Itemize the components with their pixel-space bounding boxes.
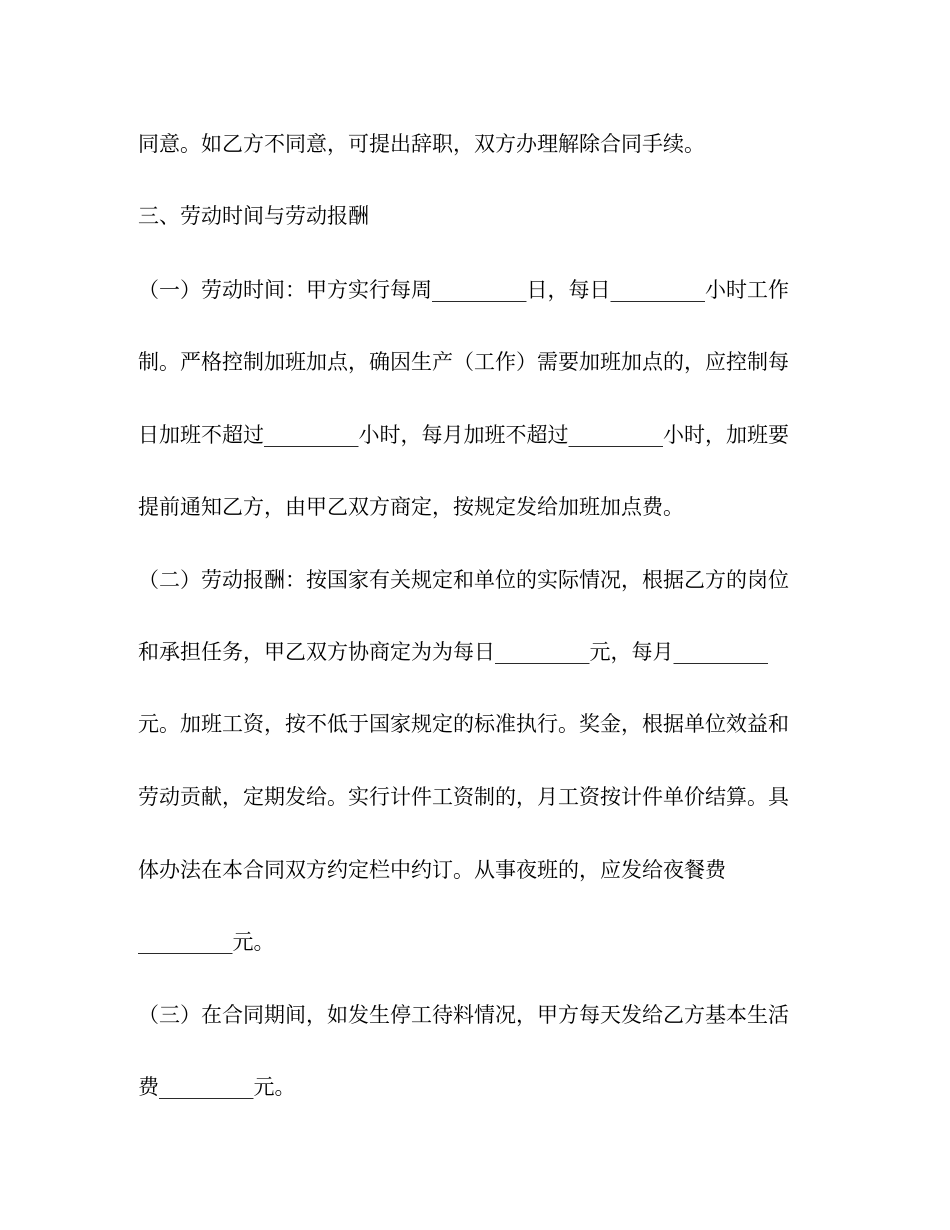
paragraph-line: 制。严格控制加班加点，确因生产（工作）需要加班加点的，应控制每 [138, 350, 789, 374]
paragraph-line: 和承担任务，甲乙双方协商定为为每日_________元，每月_________ [138, 640, 768, 664]
paragraph-line: 同意。如乙方不同意，可提出辞职，双方办理解除合同手续。 [138, 132, 705, 156]
paragraph-line: 劳动贡献，定期发给。实行计件工资制的，月工资按计件单价结算。具 [138, 785, 789, 809]
paragraph-line: （一）劳动时间：甲方实行每周_________日，每日_________小时工作 [138, 278, 789, 302]
paragraph-line: 提前通知乙方，由甲乙双方商定，按规定发给加班加点费。 [138, 495, 684, 519]
paragraph-line: （二）劳动报酬：按国家有关规定和单位的实际情况，根据乙方的岗位 [138, 568, 789, 592]
paragraph-line: _________元。 [138, 930, 275, 954]
paragraph-line: （三）在合同期间，如发生停工待料情况，甲方每天发给乙方基本生活 [138, 1003, 789, 1027]
paragraph-line: 费_________元。 [138, 1075, 296, 1099]
section-heading: 三、劳动时间与劳动报酬 [138, 204, 369, 228]
paragraph-line: 体办法在本合同双方约定栏中约订。从事夜班的，应发给夜餐费 [138, 858, 726, 882]
paragraph-line: 元。加班工资，按不低于国家规定的标准执行。奖金，根据单位效益和 [138, 712, 789, 736]
paragraph-line: 日加班不超过_________小时，每月加班不超过_________小时，加班要 [138, 423, 789, 447]
